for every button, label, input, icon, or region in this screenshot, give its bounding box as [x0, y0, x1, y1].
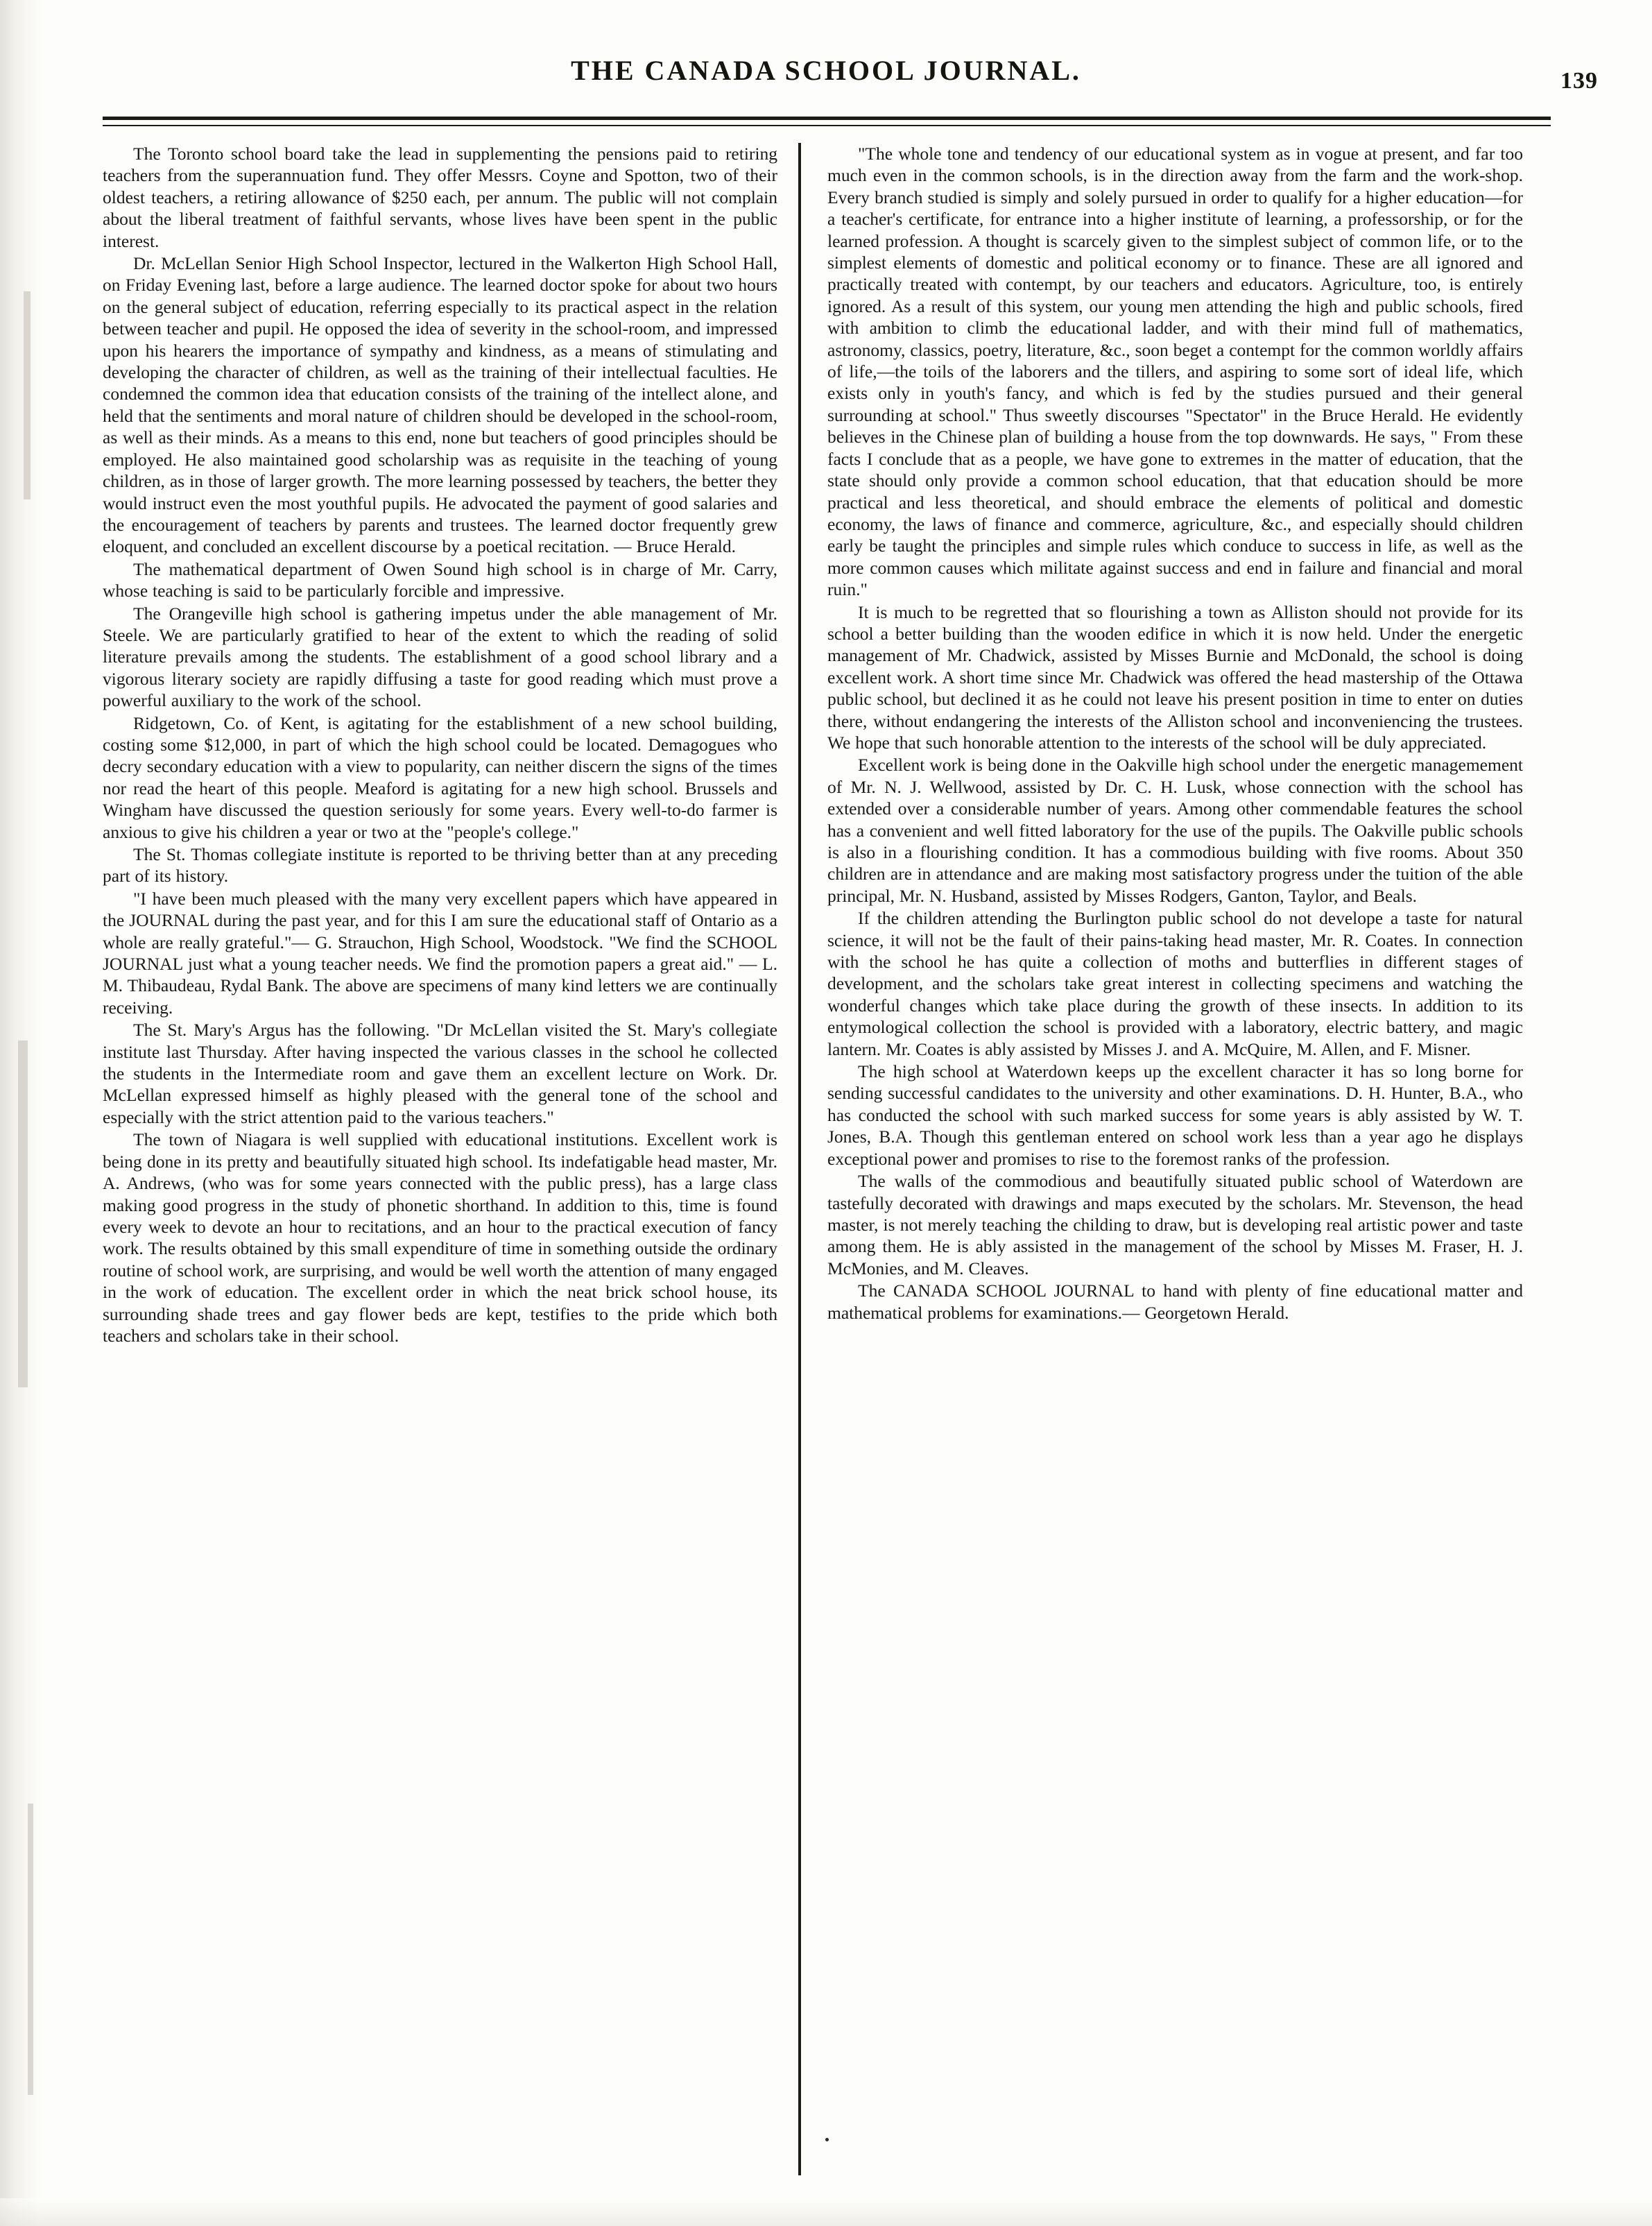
page-number: 139: [1560, 68, 1598, 94]
masthead: [0, 54, 1652, 87]
article-columns: [103, 143, 1552, 2175]
header-rule-thin: [103, 125, 1551, 126]
paragraph: It is much to be regretted that so flourishing a town as Alliston should not provide for its school a better building than the wooden edifice in which it is now held. Under the energetic management of Mr. Chadwick, assisted by Misses Burnie and McDonald, the school is doing excellent work. A short time since Mr. Chadwick was offered the head mastership of the Ottawa public school, but declined it as he could not leave his present position in time to enter on duties there, without endangering the interests of the Alliston school and inconveniencing the trustees. We hope that such honorable attention to the interests of the school will be duly appreciated.: [827, 601, 1523, 753]
left-column: [103, 143, 798, 2175]
journal-title: THE CANADA SCHOOL JOURNAL.: [571, 55, 1081, 86]
paragraph: If the children attending the Burlington public school do not develope a taste for natural science, it will not be the fault of their pains-taking head master, Mr. R. Coates. In connection with the school he has quite a collection of moths and butterflies in different stages of development, and the scholars take great interest in collecting specimens and watching the wonderful changes which take place during the growth of these insects. In addition to its entymological collection the school is provided with a laboratory, electric battery, and magic lantern. Mr. Coates is ably assisted by Misses J. and A. McQuire, M. Allen, and F. Misner.: [827, 908, 1523, 1059]
scan-edge-bottom: [0, 2198, 1652, 2226]
paragraph: Ridgetown, Co. of Kent, is agitating for the establishment of a new school building, costing some $12,000, in part of which the high school could be located. Demagogues who decry secondary education with a view to popularity, can neither discern the signs of the times nor read the heart of this people. Meaford is agitating for a new high school. Brussels and Wingham have discussed the question seriously for some years. Every well-to-do farmer is anxious to give his children a year or two at the "people's college.": [103, 712, 777, 842]
scan-speck: [18, 1041, 28, 1387]
paragraph: The CANADA SCHOOL JOURNAL to hand with plenty of fine educational matter and mathematical problems for examinations.— Georgetown Herald.: [827, 1281, 1523, 1323]
paragraph: "The whole tone and tendency of our educational system as in vogue at present, and far too much even in the common schools, is in the direction away from the farm and the work-shop. Every branch studied is simply and solely pursued in order to qualify for a higher education—for a teacher's certificate, for entrance into a higher institute of learning, a professorship, or for the learned profession. A thought is scarcely given to the simplest subject of common life, or to the simplest elements of domestic and political economy or to finance. These are all ignored and practically treated with contempt, by our teachers and educators. Agriculture, too, is entirely ignored. As a result of this system, our young men attending the high and public schools, fired with ambition to climb the educational ladder, and with their mind full of mathematics, astronomy, classics, poetry, literature, &c., soon beget a contempt for the common worldly affairs of life,—the toils of the laborers and the tillers, and aspiring to some sort of ideal life, which exists only in youth's fancy, and which is fed by the studies pursued and their general surrounding at school." Thus sweetly discourses "Spectator" in the Bruce Herald. He evidently believes in the Chinese plan of building a house from the top downwards. He says, " From these facts I conclude that as a people, we have gone to extremes in the matter of education, that the state should only provide a common school education, that that education should be more practical and less theoretical, and should embrace the elements of political and domestic economy, the laws of finance and commerce, agriculture, &c., and especially should children early be taught the principles and simple rules which conduce to success in life, as well as the more common causes which militate against success and end in failure and financial and moral ruin.": [827, 144, 1523, 600]
paragraph: The St. Thomas collegiate institute is reported to be thriving better than at any preceding part of its history.: [103, 844, 777, 887]
header-rule-thick: [103, 117, 1551, 120]
page-center-mark: [825, 2138, 829, 2141]
paragraph: Excellent work is being done in the Oakville high school under the energetic managemement of Mr. N. J. Wellwood, assisted by Dr. C. H. Lusk, whose connection with the school has extended over a considerable number of years. Among other commendable features the school has a convenient and well fitted laboratory for the use of the pupils. The Oakville public schools is also in a flourishing condition. It has a commodious building with five rooms. About 350 children are in attendance and are making most satisfactory progress under the tuition of the able principal, Mr. N. Husband, assisted by Misses Rodgers, Ganton, Taylor, and Beals.: [827, 755, 1523, 906]
paragraph: The Toronto school board take the lead in supplementing the pensions paid to retiring teachers from the superannuation fund. They offer Messrs. Coyne and Spotton, two of their oldest teachers, a retiring allowance of $250 each, per annum. The public will not complain about the liberal treatment of faithful servants, whose lives have been spent in the public interest.: [103, 144, 777, 251]
paragraph: The walls of the commodious and beautifully situated public school of Waterdown are tastefully decorated with drawings and maps executed by the scholars. Mr. Stevenson, the head master, is not merely teaching the childing to draw, but is developing real artistic power and taste among them. He is ably assisted in the management of the school by Misses M. Fraser, H. J. McMonies, and M. Cleaves.: [827, 1171, 1523, 1278]
paragraph: The mathematical department of Owen Sound high school is in charge of Mr. Carry, whose teaching is said to be particularly forcible and impressive.: [103, 558, 777, 601]
paragraph: "I have been much pleased with the many very excellent papers which have appeared in the JOURNAL during the past year, and for this I am sure the educational staff of Ontario as a whole are really grateful."— G. Strauchon, High School, Woodstock. "We find the SCHOOL JOURNAL just what a young teacher needs. We find the promotion papers a great aid." — L. M. Thibaudeau, Rydal Bank. The above are specimens of many kind letters we are continually receiving.: [103, 888, 777, 1018]
scan-speck: [24, 291, 31, 499]
paragraph: The town of Niagara is well supplied with educational institutions. Excellent work is being done in its pretty and beautifully situated high school. Its indefatigable head master, Mr. A. Andrews, (who was for some years connected with the public press), has a large class making good progress in the study of phonetic shorthand. In addition to this, time is found every week to devote an hour to recitations, and an hour to the practical execution of fancy work. The results obtained by this small expenditure of time in something outside the ordinary routine of school work, are surprising, and would be well worth the attention of many engaged in the work of education. The excellent order in which the neat brick school house, its surrounding shade trees and gay flower beds are kept, testifies to the pride which both teachers and scholars take in their school.: [103, 1129, 777, 1346]
paragraph: The St. Mary's Argus has the following. "Dr McLellan visited the St. Mary's collegiate institute last Thursday. After having inspected the various classes in the school he collected the students in the Intermediate room and gave them an excellent lecture on Work. Dr. McLellan expressed himself as highly pleased with the general tone of the school and especially with the strict attention paid to the various teachers.": [103, 1020, 777, 1127]
paragraph: The Orangeville high school is gathering impetus under the able management of Mr. Steele. We are particularly gratified to hear of the extent to which the reading of solid literature prevails among the students. The establishment of a good school library and a vigorous literary society are rapidly diffusing a taste for good reading which must prove a powerful auxiliary to the work of the school.: [103, 603, 777, 711]
scan-speck: [28, 1804, 33, 2095]
column-divider-rule: [798, 143, 801, 2175]
paragraph: The high school at Waterdown keeps up the excellent character it has so long borne for sending successful candidates to the university and other examinations. D. H. Hunter, B.A., who has conducted the school with such marked success for some years is ably assisted by W. T. Jones, B.A. Though this gentleman entered on school work less than a year ago he displays exceptional power and promises to rise to the foremost ranks of the profession.: [827, 1061, 1523, 1169]
right-column: [827, 143, 1523, 2175]
paragraph: Dr. McLellan Senior High School Inspector, lectured in the Walkerton High School Hall, on Friday Evening last, before a large audience. The learned doctor spoke for about two hours on the general subject of education, referring especially to its practical aspect in the relation between teacher and pupil. He opposed the idea of severity in the school-room, and impressed upon his hearers the importance of sympathy and kindness, as a means of stimulating and developing the character of children, as well as the training of their intellectual faculties. He condemned the common idea that education consists of the training of the intellect alone, and held that the sentiments and moral nature of children should be developed in the school-room, as well as their minds. As a means to this end, none but teachers of good principles should be employed. He also maintained good scholarship was as requisite in the teaching of young children, as in those of larger growth. The more learning possessed by teachers, the better they would instruct even the most youthful pupils. He advocated the payment of good salaries and the encouragement of teachers by parents and trustees. The learned doctor frequently grew eloquent, and concluded an excellent discourse by a poetical recitation. — Bruce Herald.: [103, 253, 777, 557]
